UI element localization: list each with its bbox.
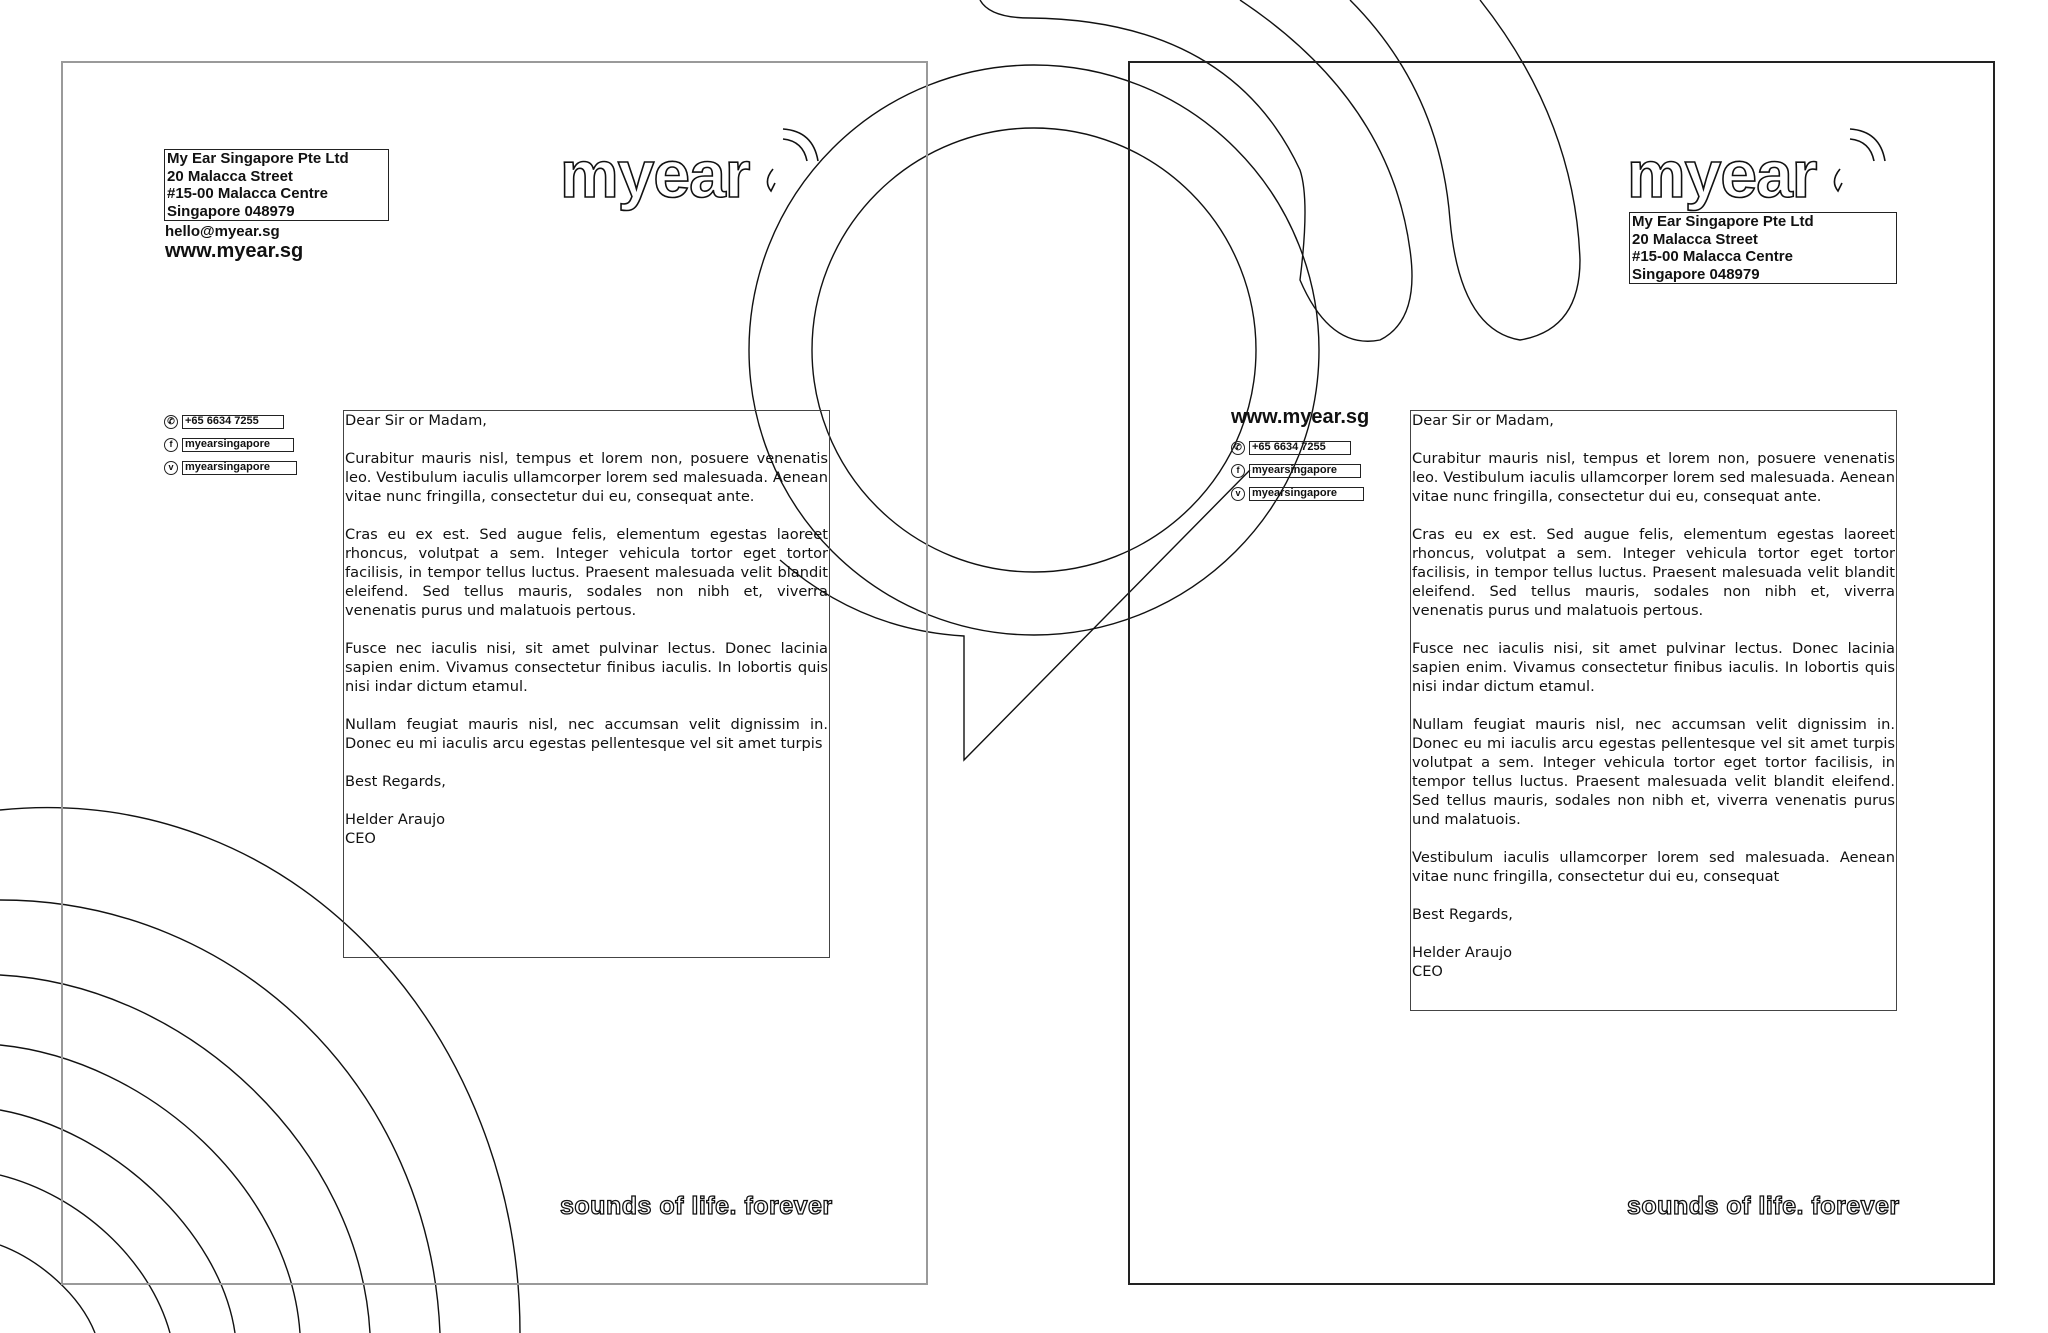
address-block	[1629, 212, 1897, 284]
address-line-unit: #15-00 Malacca Centre	[1632, 248, 1793, 265]
signer-name: Helder Araujo	[1412, 944, 1513, 961]
facebook-icon: f	[1231, 464, 1245, 478]
signer-title: CEO	[1412, 963, 1443, 980]
signer-title: CEO	[345, 830, 376, 847]
logo-wave-icon	[1830, 125, 1890, 195]
address-line-street: 20 Malacca Street	[1632, 230, 1758, 248]
address-line-street: 20 Malacca Street	[167, 167, 293, 185]
vimeo-handle: myearsingapore	[1249, 487, 1364, 501]
letter-paragraph: Curabitur mauris nisl, tempus et lorem non, posuere venenatis leo. Vestibulum iaculis ullamcorper lorem sed malesuada. Aenean vitae nunc fringilla, consectetur dui eu, consequat ante.	[1412, 450, 1895, 505]
logo-wave-icon	[763, 125, 823, 195]
letterhead-page-left	[61, 61, 928, 1285]
address-line-city: Singapore 048979	[167, 202, 295, 220]
address-line-unit: #15-00 Malacca Centre	[167, 185, 328, 202]
brand-logo: myear	[560, 137, 750, 211]
facebook-handle: myearsingapore	[182, 438, 294, 452]
letter-paragraph: Fusce nec iaculis nisi, sit amet pulvinar lectus. Donec lacinia sapien enim. Vivamus consectetur finibus iaculis. In lobortis quis nisi indar dictum etamul.	[345, 640, 828, 695]
phone-icon: ✆	[164, 415, 178, 429]
vimeo-icon: v	[164, 461, 178, 475]
facebook-handle: myearsingapore	[1249, 464, 1361, 478]
phone-contact	[164, 413, 284, 430]
vimeo-contact	[1231, 485, 1364, 502]
address-line-city: Singapore 048979	[1632, 265, 1760, 283]
signer-name: Helder Araujo	[345, 811, 446, 828]
brand-tagline: sounds of life. forever	[560, 1192, 833, 1220]
facebook-icon: f	[164, 438, 178, 452]
website-text: www.myear.sg	[1231, 406, 1370, 428]
letter-body	[343, 410, 830, 958]
letterhead-page-right	[1128, 61, 1995, 1285]
letter-closing: Best Regards,	[1412, 906, 1513, 923]
letter-body	[1410, 410, 1897, 1011]
address-line-company: My Ear Singapore Pte Ltd	[1632, 213, 1814, 230]
facebook-contact	[164, 436, 294, 453]
facebook-contact	[1231, 462, 1361, 479]
address-block	[164, 149, 389, 221]
letter-paragraph: Cras eu ex est. Sed augue felis, elementum egestas laoreet rhoncus, volutpat a sem. Integer vehicula tortor eget tortor facilisis, in tempor tellus luctus. Praesent malesuada velit blandit eleifend. Sed tellus mauris, sodales non nibh et, viverra venenatis purus und malatuois pertous.	[345, 526, 828, 619]
email-text: hello@myear.sg	[165, 223, 280, 240]
brand-logo: myear	[1627, 137, 1817, 211]
letter-paragraph: Vestibulum iaculis ullamcorper lorem sed malesuada. Aenean vitae nunc fringilla, consectetur dui eu, consequat	[1412, 849, 1895, 885]
letter-greeting: Dear Sir or Madam,	[1412, 412, 1554, 429]
vimeo-contact	[164, 459, 297, 476]
letter-greeting: Dear Sir or Madam,	[345, 412, 487, 429]
vimeo-handle: myearsingapore	[182, 461, 297, 475]
brand-tagline: sounds of life. forever	[1627, 1192, 1900, 1220]
phone-contact	[1231, 439, 1351, 456]
address-line-company: My Ear Singapore Pte Ltd	[167, 150, 349, 167]
letter-closing: Best Regards,	[345, 773, 446, 790]
letter-paragraph: Cras eu ex est. Sed augue felis, elementum egestas laoreet rhoncus, volutpat a sem. Integer vehicula tortor eget tortor facilisis, in tempor tellus luctus. Praesent malesuada velit blandit eleifend. Sed tellus mauris, sodales non nibh et, viverra venenatis purus und malatuois pertous.	[1412, 526, 1895, 619]
letter-paragraph: Nullam feugiat mauris nisl, nec accumsan velit dignissim in. Donec eu mi iaculis arcu egestas pellentesque vel sit amet turpis volutpat a sem. Integer vehicula tortor eget tortor facilisis, in tempor tellus luctus. Praesent malesuada velit blandit eleifend. Sed tellus mauris, sodales non nibh et, viverra venenatis purus und malatuois.	[1412, 716, 1895, 828]
phone-icon: ✆	[1231, 441, 1245, 455]
phone-number: +65 6634 7255	[1249, 441, 1351, 455]
vimeo-icon: v	[1231, 487, 1245, 501]
letter-paragraph: Fusce nec iaculis nisi, sit amet pulvinar lectus. Donec lacinia sapien enim. Vivamus consectetur finibus iaculis. In lobortis quis nisi indar dictum etamul.	[1412, 640, 1895, 695]
website-text: www.myear.sg	[165, 240, 304, 262]
phone-number: +65 6634 7255	[182, 415, 284, 429]
letter-paragraph: Curabitur mauris nisl, tempus et lorem non, posuere venenatis leo. Vestibulum iaculis ullamcorper lorem sed malesuada. Aenean vitae nunc fringilla, consectetur dui eu, consequat ante.	[345, 450, 828, 505]
letter-paragraph: Nullam feugiat mauris nisl, nec accumsan velit dignissim in. Donec eu mi iaculis arcu egestas pellentesque vel sit amet turpis	[345, 716, 828, 752]
